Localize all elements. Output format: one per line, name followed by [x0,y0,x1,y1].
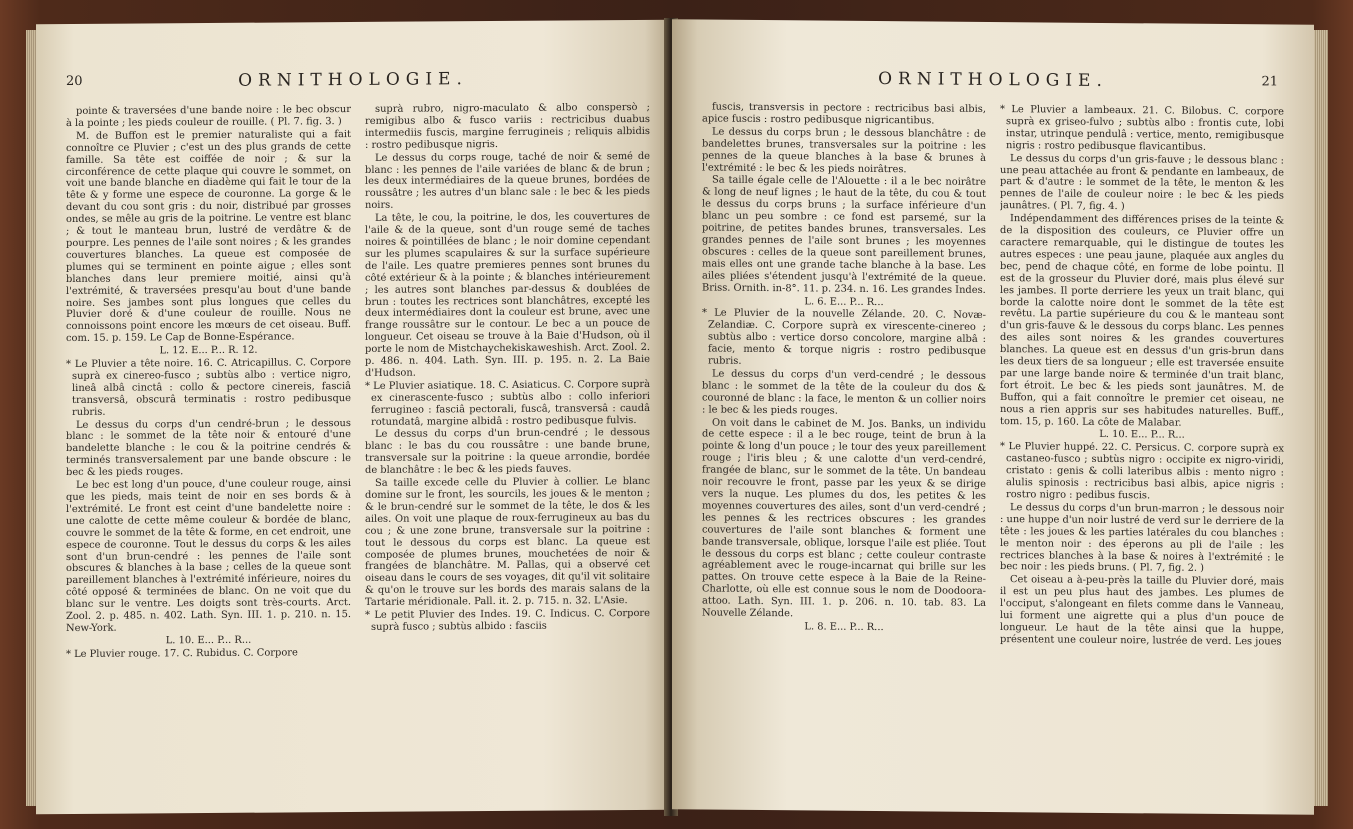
paragraph: * Le Pluvier a tête noire. 16. C. Atricapillus. C. Corpore suprà ex cinereo-fusco ; subtùs albo : vertice nigro, lineâ albâ cinctâ : collo & pectore cinereis, fasciâ transversâ, obscurâ terminatis : rostro pedibusque rubris. [66,357,351,418]
right-column-2 [1000,104,1284,806]
paragraph: L. 10. E... P... R... [1099,429,1185,442]
paragraph: L. 10. E... P... R... [165,634,252,647]
left-page [36,20,670,814]
paragraph: Sa taille égale celle de l'Alouette : il a le bec noirâtre & long de neuf lignes ; le haut de la tête, du cou & tout le dessus du corps bruns ; la surface inférieure d'un blanc un peu sombre : ce fond est parsemé, sur la poitrine, de petites bandes brunes, transversales. Les grandes pennes de l'aile sont brunes ; les moyennes obscures : celles de la queue sont pareillement brunes, mais elles ont une grande tache blanche à la base. Les ailes pliées s'étendent jusqu'à l'extrémité de la queue. Briss. Ornith. in-8°. 11. p. 234. n. 16. Les grandes Indes. [702,174,986,296]
left-column-2 [365,102,650,804]
paragraph: La tête, le cou, la poitrine, le dos, les couvertures de l'aile & de la queue, sont d'un rouge semé de taches noires & pointillées de blanc ; le noir domine cependant sur les plumes scapulaires & sur la surface supérieure de l'aile. Les quatre premieres pennes sont brunes du côté extérieur & à la pointe ; & blanches intérieurement ; les autres sont blanches par-dessus & doublées de brun : toutes les rectrices sont blanchâtres, excepté les deux intermédiaires dont la couleur est brune, avec une frange roussâtre sur le contour. Le bec a un pouce de longueur. Cet oiseau se trouve à la Baie d'Hudson, où il porte le nom de Mistchaychekiskaweshish. Arct. Zool. 2. p. 486. n. 404. Lath. Syn. III. p. 195. n. 2. La Baie d'Hudson. [365,211,650,379]
paragraph: L. 8. E... P... R... [804,621,884,634]
left-page-number: 20 [66,73,83,90]
right-page-number: 21 [1261,74,1278,90]
paragraph: * Le Pluvier asiatique. 18. C. Asiaticus. C. Corpore suprà ex cinerascente-fusco ; subtùs albo : collo inferiori ferrugineo : fasciâ pectorali, fuscâ, transversâ : caudâ rotundatâ, margine albidâ : rostro pedibusque fulvis. [365,378,650,428]
paragraph: Le dessus du corps rouge, taché de noir & semé de blanc : les pennes de l'aile variées de blanc & de brun ; les deux intermédiaires de la queue brunes, bordées de roussâtre ; les autres d'un blanc sale : le bec & les pieds noirs. [365,150,650,212]
right-column-1 [702,101,986,803]
paragraph: * Le petit Pluvier des Indes. 19. C. Indicus. C. Corpore suprà fusco ; subtùs albido : fasciis [365,607,650,633]
paragraph: M. de Buffon est le premier naturaliste qui a fait connoître ce Pluvier ; c'est un des plus grands de cette famille. Sa tête est coiffée de noir ; & sur la circonférence de cette plaque qui couvre le sommet, on voit une bande blanche en diadème qui fait le tour de la tête & y forme une espece de couronne. La gorge & le devant du cou sont gris : du noir, distribué par grosses ondes, se mêle au gris de la poitrine. Le ventre est blanc ; & tout le manteau brun, lustré de verdâtre & de pourpre. Les pennes de l'aile sont noires ; & les grandes couvertures blanches. La queue est composée de plumes qui se terminent en pointe aigue ; elles sont blanches dans leur premiere moitié, ainsi qu'à l'extrémité, & traversées presqu'au bout d'une bande noire. Ses jambes sont plus longues que celles du Pluvier doré & d'une couleur de rouille. Nous ne connoissons point encore les mœurs de cet oiseau. Buff. com. 15. p. 159. Le Cap de Bonne-Espérance. [66,128,351,345]
paragraph: * Le Pluvier a lambeaux. 21. C. Bilobus. C. corpore suprà ex griseo-fulvo ; subtùs albo : frontis cute, lobi instar, utrinque pendulâ : vertice, mento, remigibusque nigris : rostro pedibusque flavicantibus. [1000,104,1284,153]
paragraph: suprà rubro, nigro-maculato & albo conspersò ; remigibus albo & fusco variis : rectricibus duabus intermediis fuscis, margine ferrugineis ; reliquis albidis : rostro pedibusque nigris. [365,101,650,151]
paragraph: Le dessus du corps d'un gris-fauve ; le dessous blanc : une peau attachée au front & pendante en lambeaux, de part & d'autre : le sommet de la tête, le menton & les pennes de l'aile de couleur noire : le bec & les pieds jaunâtres. ( Pl. 7, fig. 4. ) [1000,152,1284,213]
paragraph: * Le Pluvier de la nouvelle Zélande. 20. C. Novæ-Zelandiæ. C. Corpore suprà ex virescente-cinereo ; subtùs albo : vertice dorso concolore, margine albâ : facie, mento & torque nigris : rostro pedibusque rubris. [702,307,986,367]
paragraph: pointe & traversées d'une bande noire : le bec obscur à la pointe ; les pieds couleur de rouille. ( Pl. 7. fig. 3. ) [66,104,351,129]
paragraph: On voit dans le cabinet de M. Jos. Banks, un individu de cette espece : il a le bec rouge, teint de brun à la pointe & long d'un pouce ; le tour des yeux pareillement rouge ; l'iris bleu ; & une calotte d'un verd-cendré, frangée de blanc, sur le sommet de la tête. Un bandeau noir recouvre le front, passe par les yeux & se dirige vers la nuque. Les plumes du dos, les petites & les moyennes couvertures des ailes, sont d'un verd-cendré ; les pennes & les rectrices obscures : les grandes couvertures de l'aile sont blanches & forment une bande transversale, oblique, lorsque l'aile est pliée. Tout le dessous du corps est blanc ; cette couleur contraste agréablement avec le rouge-incarnat qui brille sur les pattes. On trouve cette espece à la Baie de la Reine-Charlotte, où elle est connue sous le nom de Doodoora-attoo. Lath. Syn. III. 1. p. 206. n. 10. tab. 83. La Nouvelle Zélande. [702,417,986,620]
right-running-head: ORNITHOLOGIE. [878,68,1108,92]
paragraph: Indépendamment des différences prises de la teinte & de la disposition des couleurs, ce Pluvier offre un caractere remarquable, qui le distingue de toutes les autres especes : une peau jaune, plaquée aux angles du bec, pend de chaque côté, en forme de lobe pointu. Il est de la grosseur du Pluvier doré, mais plus élevé sur les jambes. Il porte derriere les yeux un trait blanc, qui borde la calotte noire dont le sommet de la tête est revêtu. La partie supérieure du cou & le manteau sont d'un gris-fauve & le dessous du corps blanc. Les pennes des ailes sont noires & les grandes couvertures blanches. La queue est en dessus d'un gris-brun dans les deux tiers de sa longueur ; elle est traversée ensuite par une large bande noire & terminée d'un trait blanc, fort étroit. Le bec & les pieds sont jaunâtres. M. de Buffon, qui a fait connoître le premier cet oiseau, ne nous a rien appris sur ses habitudes naturelles. Buff., tom. 15, p. 160. La côte de Malabar. [1000,213,1284,429]
paragraph: Sa taille excede celle du Pluvier à collier. Le blanc domine sur le front, les sourcils, les joues & le menton ; & le brun-cendré sur le sommet de la tête, le dos & les ailes. On voit une plaque de roux-ferrugineux au bas du cou ; & une zone brune, transversale sur la poitrine : tout le dessous du corps est blanc. La queue est composée de plumes brunes, mouchetées de noir & frangées de blanchâtre. M. Pallas, qui a observé cet oiseau dans le cours de ses voyages, dit qu'il vit solitaire & qu'on le trouve sur les bords des marais salans de la Tartarie méridionale. Pall. it. 2. p. 715. n. 32. L'Asie. [365,476,650,609]
paragraph: L. 6. E... P... R... [804,295,884,308]
paragraph: Le dessus du corps d'un brun-cendré ; le dessous blanc : le bas du cou roussâtre : une bande brune, transversale sur la poitrine : la queue arrondie, bordée de blanchâtre : le bec & les pieds fauves. [365,427,650,477]
paragraph: Cet oiseau a à-peu-près la taille du Pluvier doré, mais il est un peu plus haut des jambes. Les plumes de l'occiput, s'alongeant en filets comme dans le Vanneau, lui forment une aigrette qui a plus d'un pouce de longueur. Le haut de la tête ainsi que la huppe, présentent une couleur noire, lustrée de verd. Les joues [1000,574,1284,648]
paragraph: * Le Pluvier rouge. 17. C. Rubidus. C. Corpore [66,647,298,660]
left-columns [66,102,650,806]
paragraph: Le dessus du corps d'un brun-marron ; le dessous noir : une huppe d'un noir lustré de verd sur le derriere de la tête : les joues & les parties latérales du cou blanches : le menton noir : des éperons au pli de l'aile : les rectrices blanches à la base & noires à l'extrémité : le bec noir : les pieds bruns. ( Pl. 7, fig. 2. ) [1000,502,1284,575]
paragraph: Le bec est long d'un pouce, d'une couleur rouge, ainsi que les pieds, mais teint de noir en ses bords & à l'extrémité. Le front est ceint d'une bandelette noire : une calotte de cette même couleur & bordée de blanc, couvre le sommet de la tête & forme, en cet endroit, une espece de couronne. Tout le dessus du corps & les ailes sont d'un brun-cendré : les pennes de l'aile sont obscures & blanches à la base ; celles de la queue sont pareillement blanches à l'extrémité inférieure, noires du côté opposé & terminées de blanc. On ne voit que du blanc sur le ventre. Les doigts sont très-courts. Arct. Zool. 2. p. 485. n. 402. Lath. Syn. III. 1. p. 210. n. 15. New-York. [66,478,351,634]
paragraph: L. 12. E... P... R. 12. [159,344,258,357]
paragraph: Le dessus du corps d'un cendré-brun ; le dessous blanc : le sommet de la tête noir & entouré d'une bandelette blanche : le cou & la poitrine cendrés & terminés transversalement par une bande obscure : le bec & les pieds rouges. [66,417,351,479]
paragraph: Le dessus du corps d'un verd-cendré ; le dessous blanc : le sommet de la tête de la couleur du dos & couronné de blanc : la face, le menton & un collier noirs : le bec & les pieds rouges. [702,368,986,417]
paragraph: fuscis, transversis in pectore : rectricibus basi albis, apice fuscis : rostro pedibusque nigricantibus. [702,101,986,127]
left-column-1 [66,104,351,806]
right-page-edges [1312,30,1328,806]
paragraph: Le dessus du corps brun ; le dessous blanchâtre : de bandelettes brunes, transversales sur la poitrine : les pennes de la queue blanches à la base & brunes à l'extrémité : le bec & les pieds noirâtres. [702,126,986,175]
paragraph: * Le Pluvier huppé. 22. C. Persicus. C. corpore suprà ex castaneo-fusco ; subtùs nigro : occipite ex nigro-viridi, cristato : genis & colli lateribus albis : mento nigro : alulis spinosis : rectricibus basi albis, apice nigris : rostro nigro : pedibus fuscis. [1000,441,1284,502]
left-running-head: ORNITHOLOGIE. [238,69,468,91]
right-columns [702,101,1284,806]
right-page [672,19,1314,815]
